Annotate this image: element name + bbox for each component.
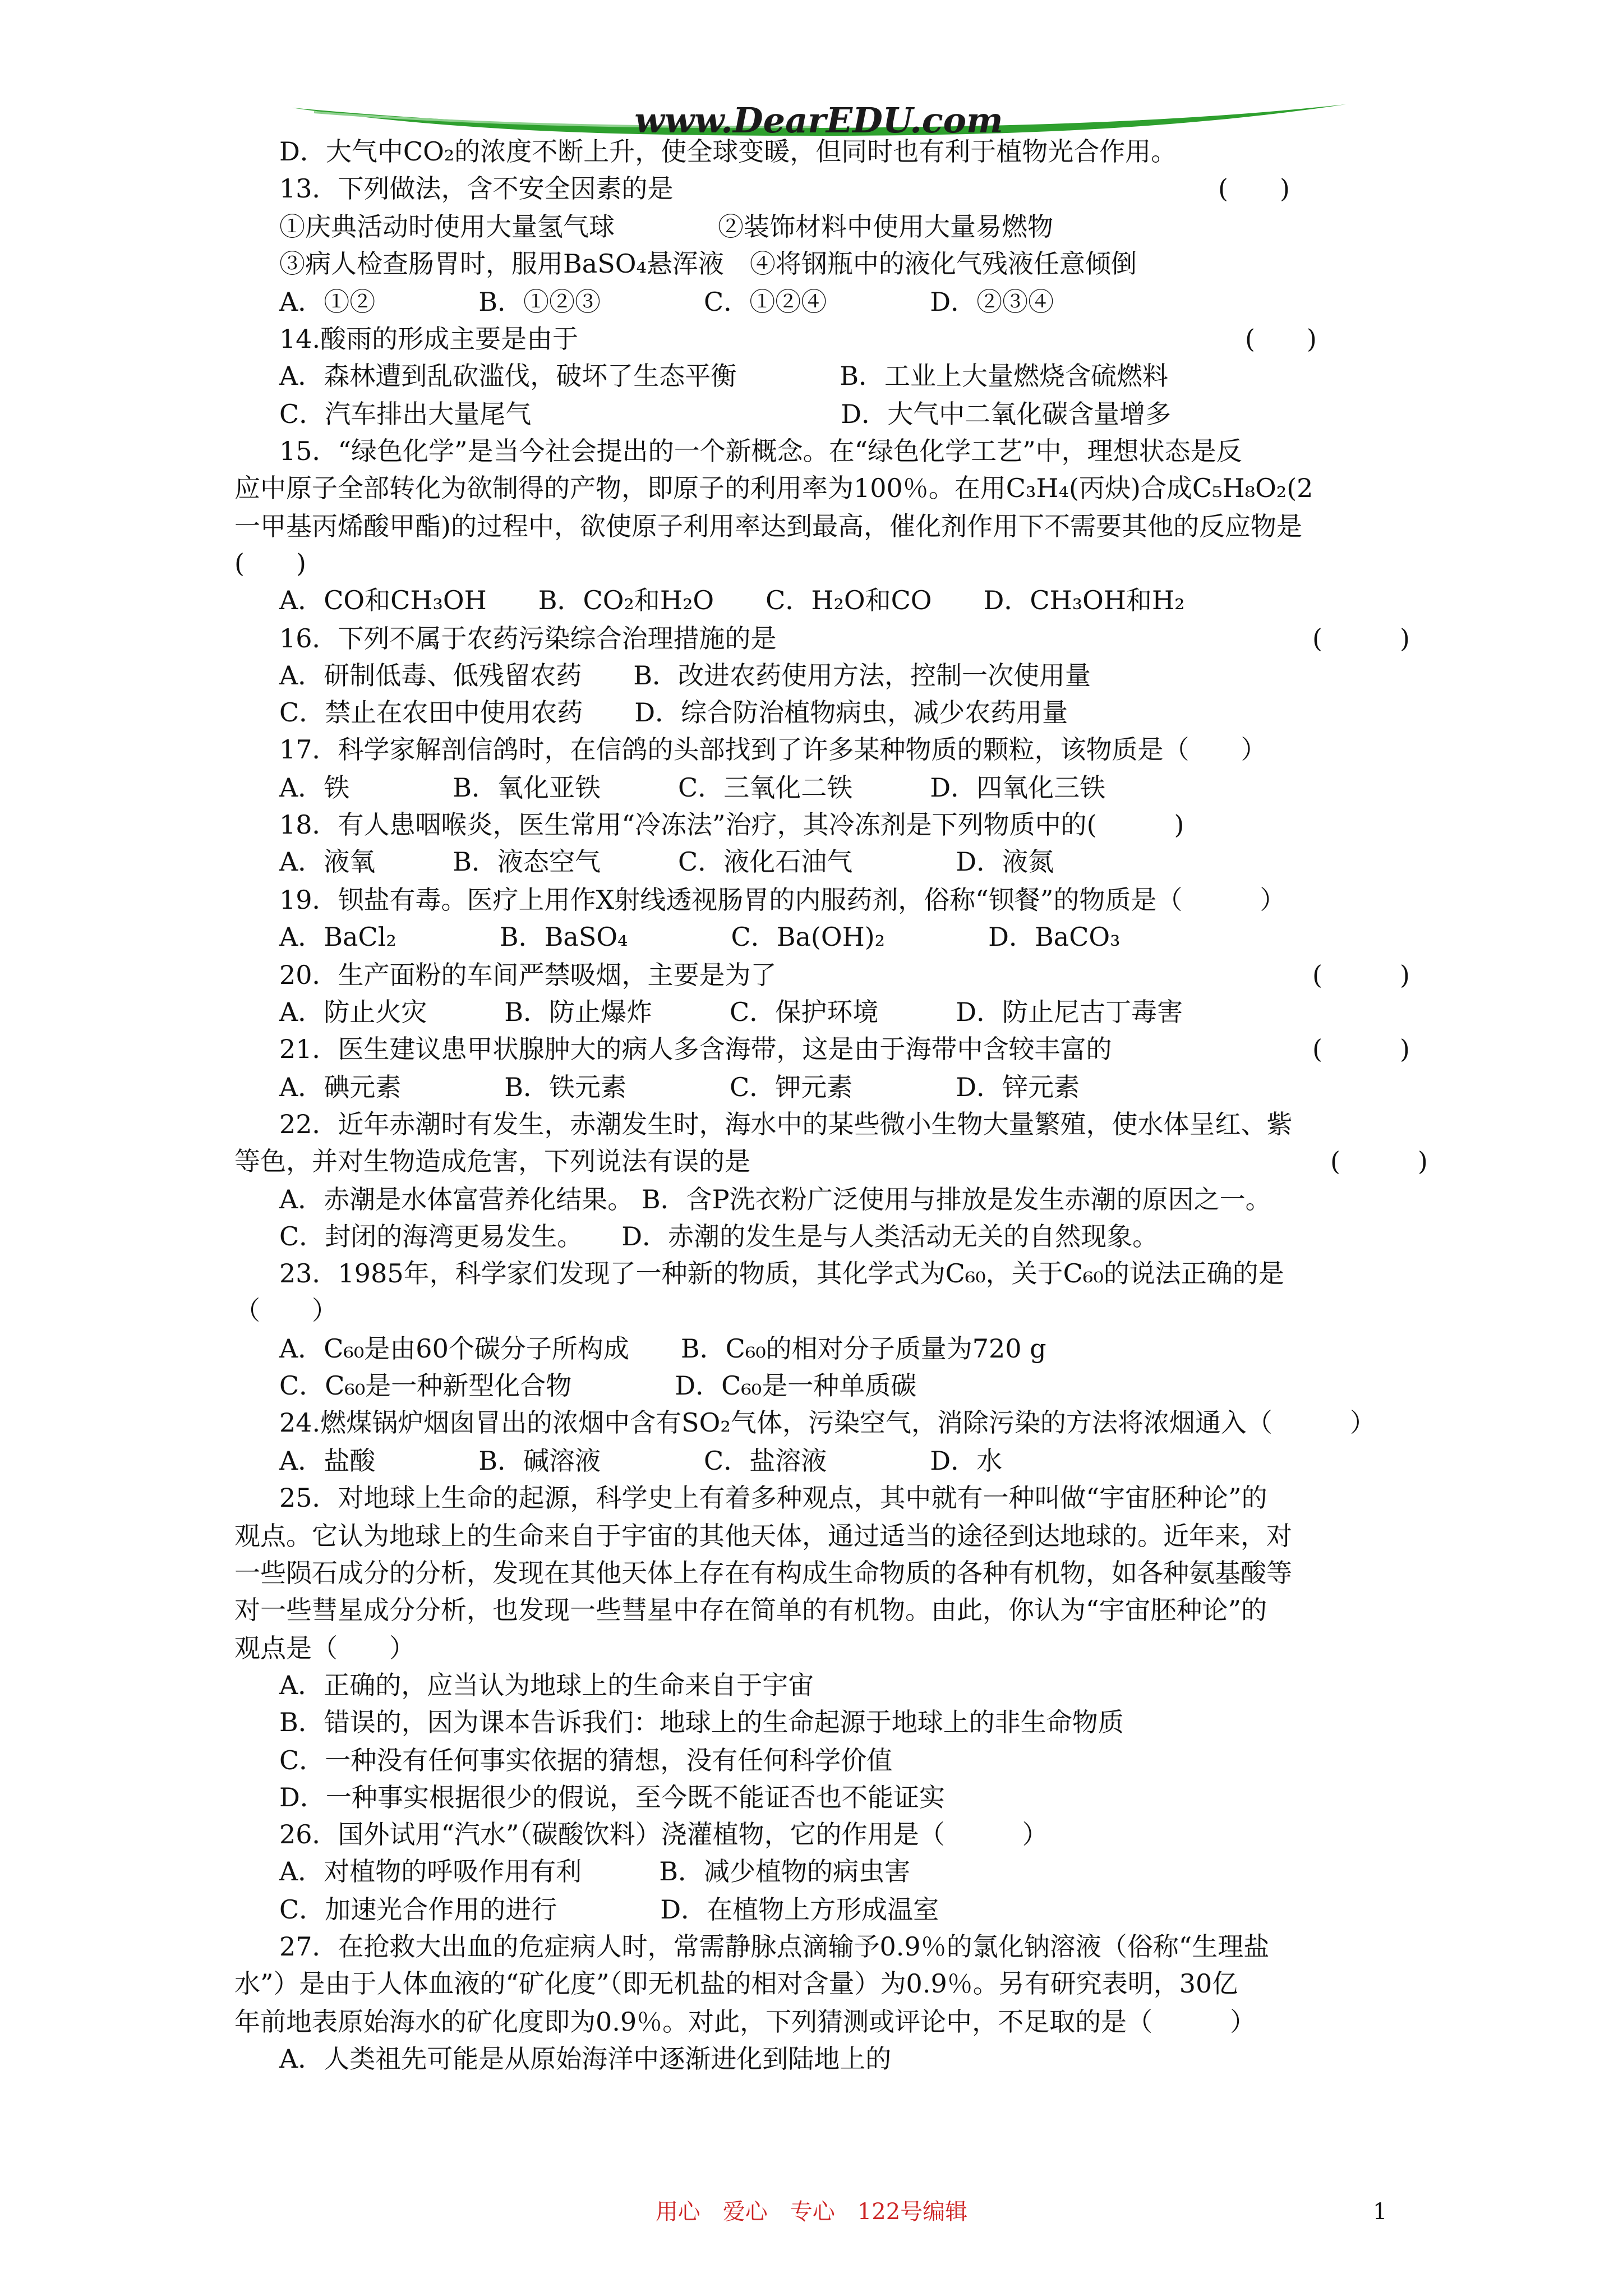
answer-paren: ( ) bbox=[1330, 1146, 1428, 1176]
option-line: C．C₆₀是一种新型化合物 D．C₆₀是一种单质碳 bbox=[279, 1370, 917, 1401]
option-line: A．对植物的呼吸作用有利 B．减少植物的病虫害 bbox=[279, 1856, 911, 1887]
question-14: 14.酸雨的形成主要是由于 bbox=[279, 324, 579, 354]
option-line: C．汽车排出大量尾气 D．大气中二氧化碳含量增多 bbox=[279, 399, 1172, 429]
option-line: C．封闭的海湾更易发生。 D．赤潮的发生是与人类活动无关的自然现象。 bbox=[279, 1221, 1159, 1251]
question-13: 13．下列做法，含不安全因素的是 bbox=[279, 173, 674, 204]
option-line: A．BaCl₂ B．BaSO₄ C．Ba(OH)₂ D．BaCO₃ bbox=[279, 922, 1121, 952]
text-line: 应中原子全部转化为欲制得的产物，即原子的利用率为100％。在用C₃H₄(丙炔)合成C₅H₈O₂(2 bbox=[234, 473, 1313, 503]
option-line: A．CO和CH₃OH B．CO₂和H₂O C．H₂O和CO D．CH₃OH和H₂ bbox=[279, 585, 1185, 615]
question-21: 21．医生建议患甲状腺肿大的病人多含海带，这是由于海带中含较丰富的 bbox=[279, 1034, 1112, 1064]
question-15: 15．“绿色化学”是当今社会提出的一个新概念。在“绿色化学工艺”中，理想状态是反 bbox=[279, 436, 1242, 466]
header-site-name: www.DearEDU.com bbox=[634, 100, 1003, 141]
text-line: ①庆典活动时使用大量氢气球 ②装饰材料中使用大量易燃物 bbox=[279, 211, 1053, 242]
text-line: （ ） bbox=[234, 1295, 338, 1326]
option-line: A．研制低毒、低残留农药 B．改进农药使用方法，控制一次使用量 bbox=[279, 660, 1091, 691]
answer-paren: ( ) bbox=[1312, 623, 1410, 654]
option-line: A．赤潮是水体富营养化结果。 B．含P洗衣粉广泛使用与排放是发生赤潮的原因之一。 bbox=[279, 1184, 1271, 1214]
text-line: 观点。它认为地球上的生命来自于宇宙的其他天体，通过适当的途径到达地球的。近年来，对 bbox=[234, 1521, 1292, 1551]
question-26: 26．国外试用“汽水”（碳酸饮料）浇灌植物，它的作用是（ ） bbox=[279, 1819, 1048, 1849]
text-line: ③病人检查肠胃时，服用BaSO₄悬浑液 ④将钢瓶中的液化气残液任意倾倒 bbox=[279, 249, 1137, 279]
option-line: C．禁止在农田中使用农药 D．综合防治植物病虫，减少农药用量 bbox=[279, 697, 1068, 728]
option-line: A．防止火灾 B．防止爆炸 C．保护环境 D．防止尼古丁毒害 bbox=[279, 997, 1183, 1027]
question-16: 16．下列不属于农药污染综合治理措施的是 bbox=[279, 623, 777, 654]
text-line: ( ) bbox=[234, 548, 306, 578]
text-line: 水”）是由于人体血液的“矿化度”（即无机盐的相对含量）为0.9％。另有研究表明，30亿 bbox=[234, 1968, 1238, 1999]
option-line: C．一种没有任何事实依据的猜想，没有任何科学价值 bbox=[279, 1745, 893, 1775]
option-line: A．森林遭到乱砍滥伐，破坏了生态平衡 B．工业上大量燃烧含硫燃料 bbox=[279, 361, 1169, 391]
option-line: A．正确的，应当认为地球上的生命来自于宇宙 bbox=[279, 1670, 814, 1700]
option-line: C．加速光合作用的进行 D．在植物上方形成温室 bbox=[279, 1894, 939, 1925]
answer-paren: ( ) bbox=[1312, 1034, 1410, 1064]
question-23: 23．1985年，科学家们发现了一种新的物质，其化学式为C₆₀，关于C₆₀的说法正确的是 bbox=[279, 1258, 1284, 1289]
answer-paren: ( ) bbox=[1245, 324, 1317, 354]
question-22: 22．近年赤潮时有发生，赤潮发生时，海水中的某些微小生物大量繁殖，使水体呈红、紫 bbox=[279, 1109, 1293, 1139]
text-line: 一些陨石成分的分析，发现在其他天体上存在有构成生命物质的各种有机物，如各种氨基酸等 bbox=[234, 1558, 1292, 1588]
option-line: A．盐酸 B．碱溶液 C．盐溶液 D．水 bbox=[279, 1446, 1003, 1476]
option-line: A．①② B．①②③ C．①②④ D．②③④ bbox=[279, 287, 1054, 317]
question-18: 18．有人患咽喉炎，医生常用“冷冻法”治疗，其冷冻剂是下列物质中的( ) bbox=[279, 809, 1184, 840]
text-line: 对一些彗星成分分析，也发现一些彗星中存在简单的有机物。由此，你认为“宇宙胚种论”的 bbox=[234, 1595, 1267, 1625]
text-line: 年前地表原始海水的矿化度即为0.9％。对此，下列猜测或评论中，不足取的是（ ） bbox=[234, 2007, 1256, 2037]
answer-paren: ( ) bbox=[1218, 173, 1290, 204]
text-line: 等色，并对生物造成危害，下列说法有误的是 bbox=[234, 1146, 750, 1176]
option-line: B．错误的，因为课本告诉我们：地球上的生命起源于地球上的非生命物质 bbox=[279, 1707, 1124, 1737]
text-line: D．大气中CO₂的浓度不断上升，使全球变暖，但同时也有利于植物光合作用。 bbox=[279, 136, 1177, 167]
option-line: D．一种事实根据很少的假说，至今既不能证否也不能证实 bbox=[279, 1782, 945, 1812]
question-19: 19．钡盐有毒。医疗上用作X射线透视肠胃的内服药剂，俗称“钡餐”的物质是（ ） bbox=[279, 885, 1286, 915]
option-line: A．碘元素 B．铁元素 C．钾元素 D．锌元素 bbox=[279, 1072, 1080, 1102]
text-line: 一甲基丙烯酸甲酯)的过程中，欲使原子利用率达到最高，催化剂作用下不需要其他的反应物是 bbox=[234, 511, 1302, 541]
question-20: 20．生产面粉的车间严禁吸烟，主要是为了 bbox=[279, 960, 777, 990]
page-number: 1 bbox=[1373, 2199, 1387, 2225]
answer-paren: ( ) bbox=[1312, 960, 1410, 990]
option-line: A．液氧 B．液态空气 C．液化石油气 D．液氮 bbox=[279, 846, 1054, 877]
option-line: A．人类祖先可能是从原始海洋中逐渐进化到陆地上的 bbox=[279, 2044, 892, 2074]
question-27: 27．在抢救大出血的危症病人时，常需静脉点滴输予0.9％的氯化钠溶液（俗称“生理盐 bbox=[279, 1931, 1270, 1962]
question-17: 17．科学家解剖信鸽时，在信鸽的头部找到了许多某种物质的颗粒，该物质是（ ） bbox=[279, 734, 1267, 765]
text-line: 观点是（ ） bbox=[234, 1633, 415, 1663]
option-line: A．铁 B．氧化亚铁 C．三氧化二铁 D．四氧化三铁 bbox=[279, 772, 1106, 803]
question-25: 25．对地球上生命的起源，科学史上有着多种观点，其中就有一种叫做“宇宙胚种论”的 bbox=[279, 1483, 1267, 1513]
footer-text: 用心 爱心 专心 122号编辑 bbox=[655, 2199, 968, 2225]
option-line: A．C₆₀是由60个碳分子所构成 B．C₆₀的相对分子质量为720 g bbox=[279, 1333, 1046, 1364]
question-24: 24.燃煤锅炉烟囱冒出的浓烟中含有SO₂气体，污染空气，消除污染的方法将浓烟通入（ ） bbox=[279, 1407, 1376, 1438]
